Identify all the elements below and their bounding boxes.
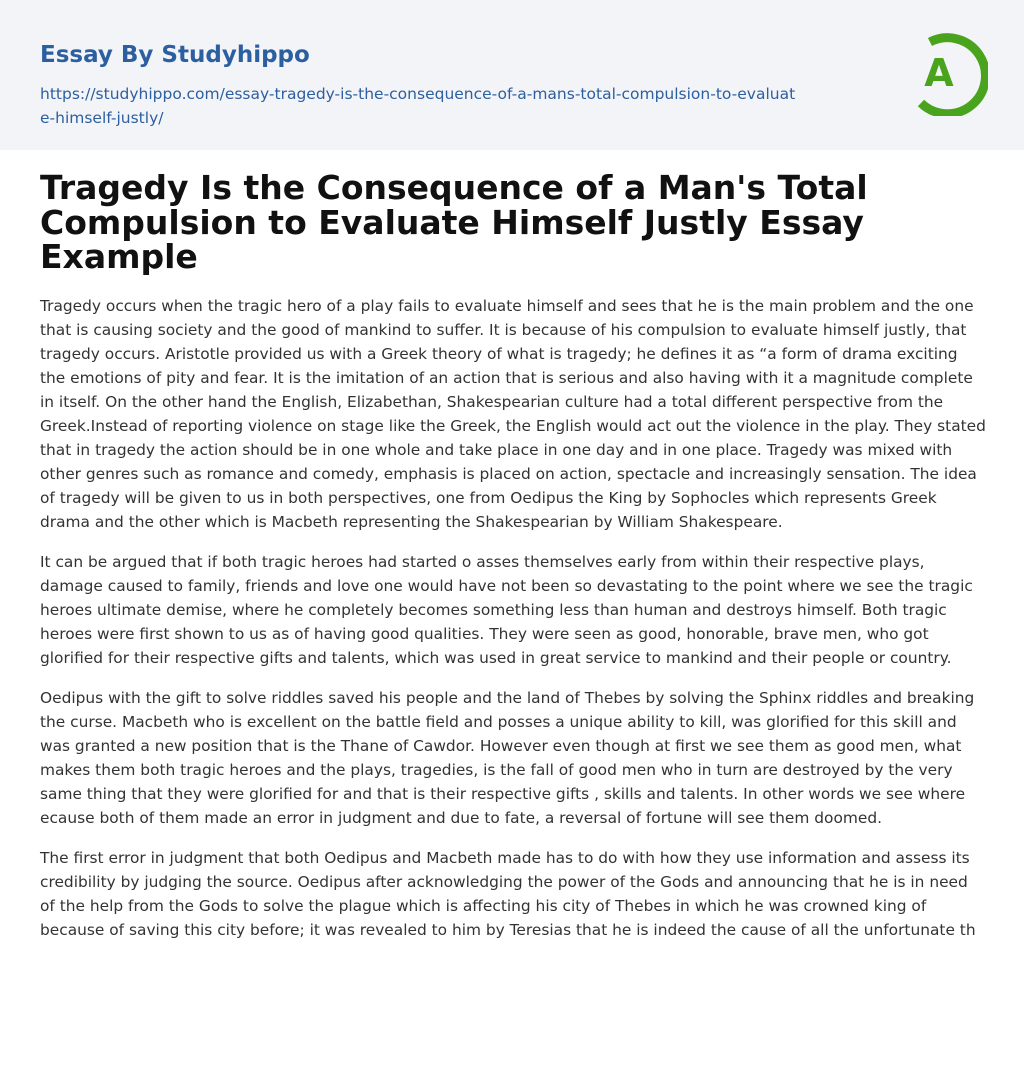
essay-title: Tragedy Is the Consequence of a Man's Total Compulsion to Evaluate Himself Justly Essay Example — [40, 168, 868, 276]
site-brand[interactable]: Essay By Studyhippo — [40, 42, 310, 68]
site-header — [0, 0, 1024, 150]
essay-paragraph: Tragedy occurs when the tragic hero of a play fails to evaluate himself and sees that he is the main problem and the one that is causing society and the good of mankind to suffer. It is because of his compulsion to evaluate himself justly, that tragedy occurs. Aristotle provided us with a Greek theory of what is tragedy; he defines it as “a form of drama exciting the emotions of pity and fear. It is the imitation of an action that is serious and also having with it a magnitude complete in itself. On the other hand the English, Elizabethan, Shakespearian culture had a total different perspective from the Greek.Instead of reporting violence on stage like the Greek, the English would act out the violence in the play. They stated that in tragedy the action should be in one whole and take place in one day and in one place. Tragedy was mixed with other genres such as romance and comedy, emphasis is placed on action, spectacle and increasingly sensation. The idea of tragedy will be given to us in both perspectives, one from Oedipus the King by Sophocles which represents Greek drama and the other which is Macbeth representing the Shakespearian by William Shakespeare. — [40, 296, 986, 531]
essay-url-link[interactable]: https://studyhippo.com/essay-tragedy-is-the-consequence-of-a-mans-total-compulsion-to-evaluate-himself-justly/ — [40, 85, 796, 127]
essay-paragraph: The first error in judgment that both Oedipus and Macbeth made has to do with how they use information and assess its credibility by judging the source. Oedipus after acknowledging the power of the Gods and announcing that he is in need of the help from the Gods to solve the plague which is affecting his city of Thebes in which he was crowned king of because of saving this city before; it was revealed to him by Teresias that he is indeed the cause of all the unfortunate th — [40, 848, 976, 939]
studyhippo-logo-icon[interactable] — [910, 28, 988, 116]
logo-letter: A — [924, 51, 954, 95]
essay-content — [40, 168, 986, 958]
essay-paragraph: It can be argued that if both tragic heroes had started o asses themselves early from within their respective plays, damage caused to family, friends and love one would have not been so devastating to the point where we see the tragic heroes ultimate demise, where he completely becomes something less than human and destroys himself. Both tragic heroes were first shown to us as of having good qualities. They were seen as good, honorable, brave men, who got glorified for their respective gifts and talents, which was used in great service to mankind and their people or country. — [40, 552, 973, 667]
essay-paragraph: Oedipus with the gift to solve riddles saved his people and the land of Thebes by solving the Sphinx riddles and breaking the curse. Macbeth who is excellent on the battle field and posses a unique ability to kill, was glorified for this skill and was granted a new position that is the Thane of Cawdor. However even though at first we see them as good men, what makes them both tragic heroes and the plays, tragedies, is the fall of good men who in turn are destroyed by the very same thing that they were glorified for and that is their respective gifts , skills and talents. In other words we see where ecause both of them made an error in judgment and due to fate, a reversal of fortune will see them doomed. — [40, 688, 975, 827]
